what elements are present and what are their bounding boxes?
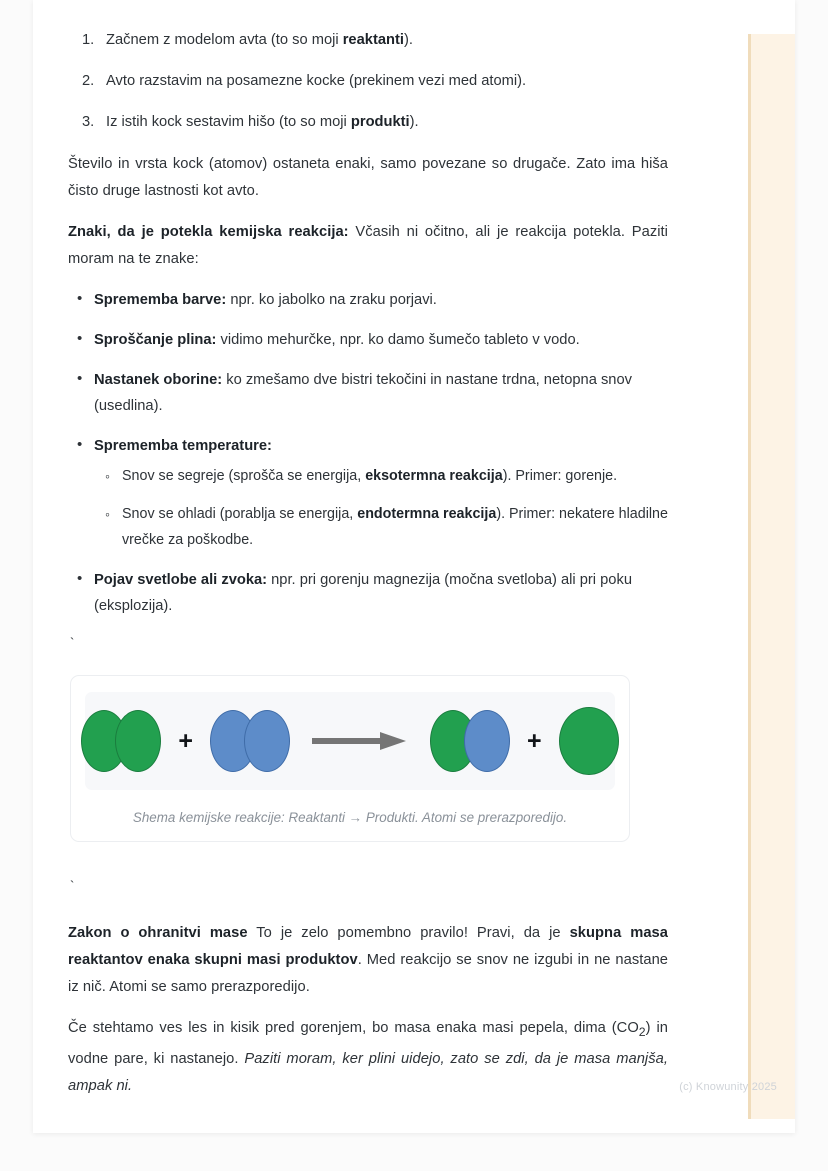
signs-list xyxy=(68,287,668,619)
list-item xyxy=(94,433,668,553)
final-part2: ) in vodne pare, ki nastanejo. xyxy=(68,1020,668,1067)
final-part1: Če stehtamo ves les in kisik pred gorenjem, bo masa enaka masi pepela, dima (CO xyxy=(68,1020,639,1036)
zakon-part2: . Med reakcijo se snov ne izgubi in ne nastane iz nič. Atomi se samo prerazporedijo. xyxy=(68,952,669,995)
blue-atom-icon xyxy=(244,710,290,772)
zakon-heading: Zakon o ohranitvi mase xyxy=(68,925,248,941)
paragraph-final xyxy=(68,1015,668,1100)
list-item-bold: reaktanti xyxy=(342,32,404,48)
product-molecule-1 xyxy=(430,710,510,772)
sub-text-after: ). Primer: gorenje. xyxy=(502,468,618,484)
list-item xyxy=(94,367,668,419)
list-item xyxy=(94,287,668,313)
reaction-arrow-icon xyxy=(312,729,408,753)
final-italic: Paziti moram, ker plini uidejo, zato se zdi, da je masa manjša, ampak ni. xyxy=(68,1050,668,1094)
sign-desc: vidimo mehurčke, npr. ko damo šumečo tableto v vodo. xyxy=(216,332,580,348)
plus-symbol: + xyxy=(527,726,542,755)
co2-subscript: 2 xyxy=(638,1024,646,1039)
sub-bold: endotermna reakcija xyxy=(357,506,497,522)
blue-atom-icon xyxy=(464,710,510,772)
sub-list-item xyxy=(122,463,668,489)
list-item xyxy=(94,567,668,619)
numbered-list xyxy=(68,28,668,135)
watermark: (c) Knowunity 2025 xyxy=(679,1081,777,1093)
reactant-molecule-2 xyxy=(210,710,290,772)
paragraph-zakon xyxy=(68,920,668,1001)
sign-term: Sproščanje plina: xyxy=(94,332,217,348)
sub-text-after: ). Primer: nekatere hladilne vrečke za poškodbe. xyxy=(122,506,668,548)
list-item-text-before: Iz istih kock sestavim hišo (to so moji xyxy=(106,114,351,130)
stray-backtick: ` xyxy=(70,878,75,893)
document-content xyxy=(68,0,668,1114)
figure-caption: Shema kemijske reakcije: Reaktanti → Produkti. Atomi se prerazporedijo. xyxy=(132,810,568,825)
product-molecule-2 xyxy=(559,707,619,775)
list-item xyxy=(106,69,668,94)
zakon-bold2: skupna masa reaktantov enaka skupni masi produktov xyxy=(68,925,668,968)
sign-term: Pojav svetlobe ali zvoka: xyxy=(94,572,268,588)
paragraph-kocke: Število in vrsta kock (atomov) ostaneta enaki, samo povezane so drugače. Zato ima hiša čisto druge lastnosti kot avto. xyxy=(68,156,668,199)
list-item-bold: produkti xyxy=(350,114,410,130)
decorative-side-panel xyxy=(748,34,795,1119)
sign-desc: npr. ko jabolko na zraku porjavi. xyxy=(226,292,437,308)
znaki-body: Včasih ni očitno, ali je reakcija potekla. Paziti moram na te znake: xyxy=(68,224,668,267)
sign-desc: ko zmešamo dve bistri tekočini in nastane trdna, netopna snov (usedlina). xyxy=(94,372,632,414)
paragraph-znaki xyxy=(68,219,668,273)
list-item xyxy=(106,110,668,135)
green-atom-icon xyxy=(115,710,161,772)
list-item-text-before: Začnem z modelom avta (to so moji xyxy=(106,32,343,48)
sub-bold: eksotermna reakcija xyxy=(365,468,503,484)
list-item-text-after: ). xyxy=(409,114,419,130)
document-page xyxy=(33,0,795,1133)
sub-text-before: Snov se segreje (sprošča se energija, xyxy=(122,468,366,484)
list-item xyxy=(94,327,668,353)
plus-symbol: + xyxy=(178,726,193,755)
stray-backtick: ` xyxy=(70,635,75,650)
reaction-diagram-panel xyxy=(85,692,615,790)
sub-list-item xyxy=(122,501,668,553)
sign-term: Sprememba barve: xyxy=(94,292,227,308)
sub-text-before: Snov se ohladi (porablja se energija, xyxy=(122,506,358,522)
sign-term: Sprememba temperature: xyxy=(94,438,272,454)
zakon-part1: To je zelo pomembno pravilo! Pravi, da je xyxy=(247,925,570,941)
list-item-text-after: ). xyxy=(403,32,413,48)
znaki-heading: Znaki, da je potekla kemijska reakcija: xyxy=(68,224,349,240)
list-item-text-before: Avto razstavim na posamezne kocke (prekinem vezi med atomi). xyxy=(106,73,527,89)
reactant-molecule-1 xyxy=(81,710,161,772)
temperature-sublist xyxy=(94,463,668,553)
green-atom-icon xyxy=(559,707,619,775)
list-item xyxy=(106,28,668,53)
reaction-diagram-figure xyxy=(70,675,630,842)
sign-term: Nastanek oborine: xyxy=(94,372,223,388)
sign-desc: npr. pri gorenju magnezija (močna svetloba) ali pri poku (eksplozija). xyxy=(94,572,632,614)
